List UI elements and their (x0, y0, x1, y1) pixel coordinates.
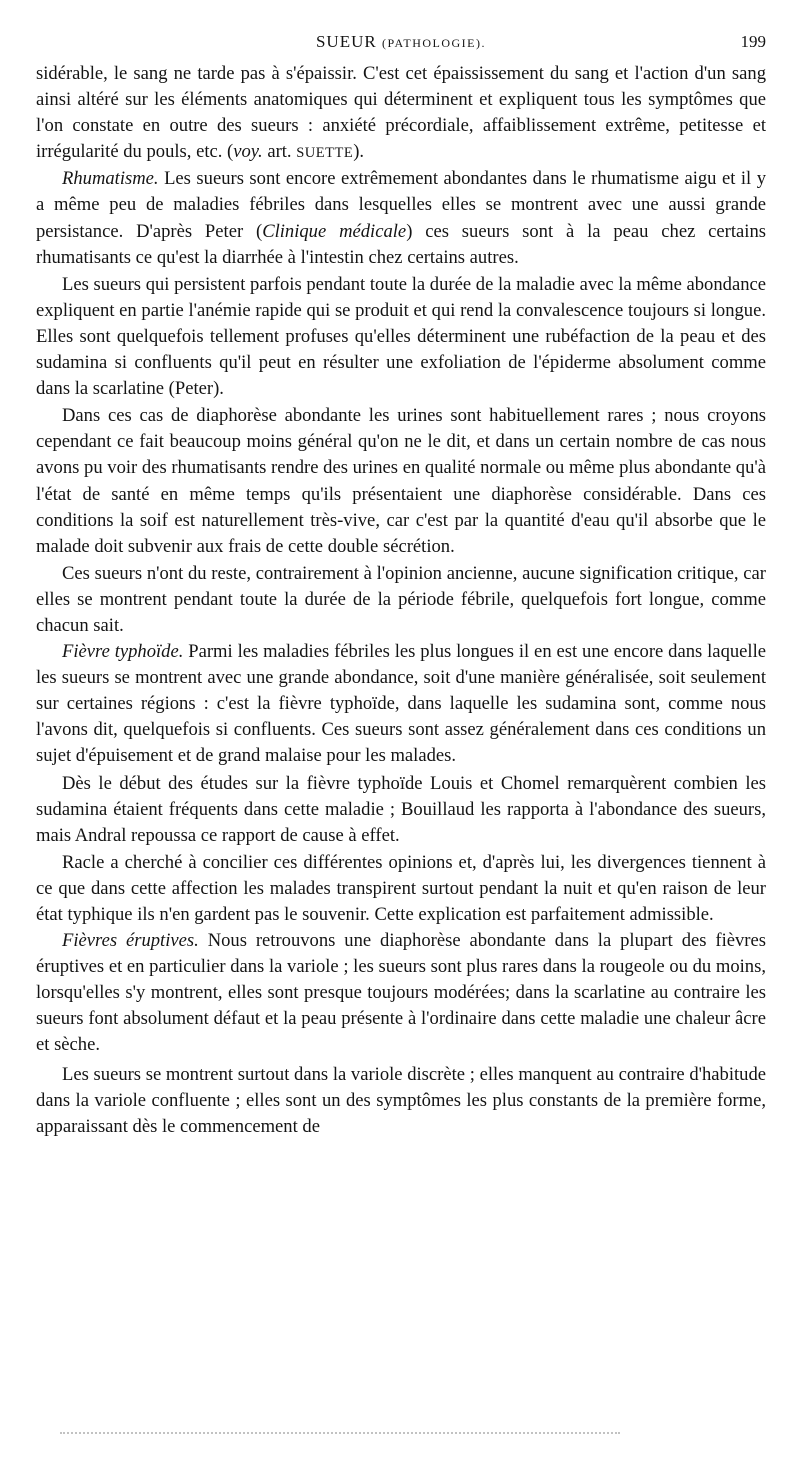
paragraph: Dans ces cas de diaphorèse abondante les urines sont habituellement rares ; nous croyons cependant ce fait beaucoup moins général qu'on ne le dit, et dans un certain nombre de cas nous avons pu voir des rhumatisants rendre des urines en qualité normale ou même plus abondante qu'à l'état de santé en même temps qu'ils présentaient une diaphorèse considérable. Dans ces conditions la soif est naturellement très-vive, car c'est par la quantité d'eau qu'il absorbe que le malade doit subvenir aux frais de cette double sécrétion. (36, 405, 766, 557)
paragraph: Ces sueurs n'ont du reste, contrairement à l'opinion ancienne, aucune signification critique, car elles se montrent pendant toute la durée de la période fébrile, quelquefois fort longue, comme chacun sait. (36, 562, 766, 636)
section-heading-inline: Fièvres éruptives. (62, 930, 199, 952)
paragraph: Racle a cherché à concilier ces différentes opinions et, d'après lui, les divergences tiennent à ce que dans cette affection les malades transpirent surtout pendant la nuit et qu'en raison de leur état typhique ils n'en gardent pas le souvenir. Cette explication est parfaitement admissible. (36, 851, 766, 925)
paragraph-text: Parmi les maladies fébriles les plus longues il en est une encore dans laquelle les sueurs se montrent avec une grande abondance, soit d'une manière généralisée, soit seulement sur certaines régions : c'est la fièvre typhoïde, dans laquelle les sudamina sont, comme nous l'avons dit, quelquefois si confluents. Ces sueurs sont assez généralement dans ces conditions un sujet d'épuisement et de grand malaise pour les malades. (36, 641, 766, 767)
cross-reference: SUETTE (296, 145, 354, 162)
paragraph-fievres-eruptives (36, 928, 766, 1058)
paragraph-text: sidérable, le sang ne tarde pas à s'épaissir. C'est cet épaississement du sang et l'action d'un sang ainsi altéré sur les éléments anatomiques qui déterminent et expliquent tous les symptômes que l'on constate en outre des sueurs : anxiété précordiale, affaiblissement extrême, petitesse et irrégularité du pouls, etc. ( (36, 63, 766, 163)
running-title-sub: (PATHOLOGIE). (381, 36, 487, 50)
paragraph-text: art. (262, 141, 297, 163)
running-title (36, 32, 766, 52)
paragraph: Les sueurs se montrent surtout dans la variole discrète ; elles manquent au contraire d'habitude dans la variole confluente ; elles sont un des symptômes les plus constants de la première forme, apparaissant dès le commencement de (36, 1063, 766, 1137)
paragraph-text: ). (353, 141, 365, 163)
running-header (36, 32, 766, 56)
paragraph-text: Nous retrouvons une diaphorèse abondante dans la plupart des fièvres éruptives et en particulier dans la variole ; les sueurs sont plus rares dans la rougeole ou du moins, lorsqu'elles s'y montrent, elles sont presque toujours modérées; dans la scarlatine au contraire les sueurs font absolument défaut et la peau présente à l'ordinaire dans cette maladie une chaleur âcre et sèche. (36, 930, 766, 1056)
paragraph-continuation (36, 61, 766, 166)
paragraph: Les sueurs qui persistent parfois pendant toute la durée de la maladie avec la même abondance expliquent en partie l'anémie rapide qui se produit et qui rend la convalescence toujours si longue. Elles sont quelquefois tellement profuses qu'elles déterminent une rubéfaction de la peau et des sudamina si confluents qu'il peut en résulter une exfoliation de l'épiderme absolument comme dans la scarlatine (Peter). (36, 273, 766, 400)
paragraph-text: Les sueurs sont encore extrêmement abondantes dans le rhumatisme aigu et il y a même peu de maladies fébriles dans lesquelles elles se montrent avec une aussi grande persistance. D'après Peter ( (36, 168, 766, 242)
section-heading-inline: Rhumatisme. (62, 168, 159, 190)
paragraph: Dès le début des études sur la fièvre typhoïde Louis et Chomel remarquèrent combien les sudamina étaient fréquents dans cette maladie ; Bouillaud les rapporta à l'abondance des sueurs, mais Andral repoussa ce rapport de cause à effet. (36, 772, 766, 846)
page-body (36, 61, 766, 1140)
paragraph-rhumatisme (36, 166, 766, 270)
section-heading-inline: Fièvre typhoïde. (62, 641, 184, 663)
bleed-through-line (60, 1432, 620, 1437)
paragraph-text: ) ces sueurs sont à la peau chez certains rhumatisants ce qu'est la diarrhée à l'intestin chez certains autres. (36, 220, 766, 268)
paragraph-fievre-typhoide (36, 639, 766, 769)
citation-title: Clinique médicale (262, 220, 407, 242)
page-number: 199 (740, 32, 766, 51)
italic-abbrev: voy. (233, 141, 263, 163)
running-title-main: SUEUR (315, 32, 377, 51)
